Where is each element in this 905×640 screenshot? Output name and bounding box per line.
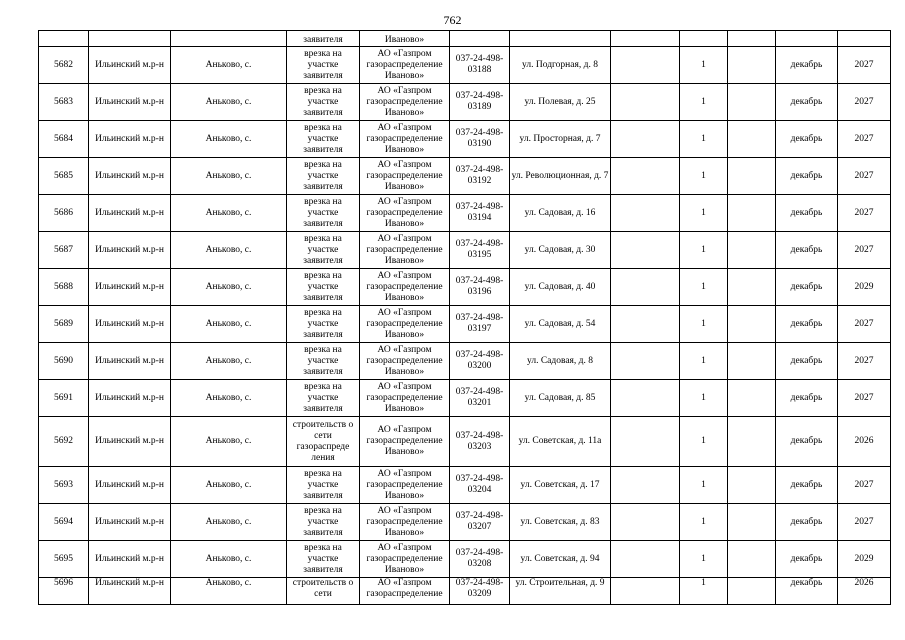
cell-empty: [838, 31, 891, 47]
cell-district: Ильинский м.р-н: [89, 306, 171, 343]
cell-row-number: 5690: [39, 343, 89, 380]
cell-work-type: врезка на участке заявителя: [287, 232, 360, 269]
cell-locality: Аньково, с.: [171, 47, 287, 84]
cell-month: декабрь: [776, 380, 838, 417]
cell-empty: [611, 306, 680, 343]
cell-code: 037-24-498-03207: [450, 504, 510, 541]
table-row: [39, 195, 891, 232]
cell-address: ул. Революционная, д. 7: [510, 158, 611, 195]
cell-code: 037-24-498-03197: [450, 306, 510, 343]
cell-address: ул. Советская, д. 83: [510, 504, 611, 541]
cell-locality: Аньково, с.: [171, 84, 287, 121]
cell-year: 2027: [838, 467, 891, 504]
cell-district: Ильинский м.р-н: [89, 380, 171, 417]
cell-address: ул. Садовая, д. 30: [510, 232, 611, 269]
cell-empty: [611, 47, 680, 84]
cell-code: 037-24-498-03209: [450, 578, 510, 605]
cell-quantity: 1: [680, 84, 728, 121]
cell-empty: [728, 269, 776, 306]
cell-locality: Аньково, с.: [171, 269, 287, 306]
cell-row-number: 5688: [39, 269, 89, 306]
cell-quantity: 1: [680, 467, 728, 504]
table-row: [39, 380, 891, 417]
cell-empty: [728, 380, 776, 417]
cell-empty: [728, 84, 776, 121]
cell-year: 2027: [838, 121, 891, 158]
cell-code: 037-24-498-03203: [450, 417, 510, 467]
cell-address: ул. Подгорная, д. 8: [510, 47, 611, 84]
cell-quantity: 1: [680, 578, 728, 605]
cell-year: 2027: [838, 343, 891, 380]
cell-row-number: 5682: [39, 47, 89, 84]
cell-empty: [611, 158, 680, 195]
cell-quantity: 1: [680, 269, 728, 306]
cell-work-type: заявителя: [287, 31, 360, 47]
cell-district: Ильинский м.р-н: [89, 467, 171, 504]
cell-organization: АО «Газпром газораспределение Иваново»: [360, 306, 450, 343]
cell-month: декабрь: [776, 232, 838, 269]
gas-connection-table: [38, 30, 891, 605]
cell-district: Ильинский м.р-н: [89, 121, 171, 158]
cell-row-number: 5689: [39, 306, 89, 343]
cell-code: 037-24-498-03204: [450, 467, 510, 504]
table-body: [39, 31, 891, 605]
cell-code: 037-24-498-03196: [450, 269, 510, 306]
cell-year: 2026: [838, 417, 891, 467]
cell-month: декабрь: [776, 343, 838, 380]
cell-work-type: врезка на участке заявителя: [287, 158, 360, 195]
cell-empty: [728, 541, 776, 578]
cell-empty: [611, 578, 680, 605]
cell-empty: [611, 195, 680, 232]
cell-locality: Аньково, с.: [171, 343, 287, 380]
cell-work-type: строительств о сети: [287, 578, 360, 605]
cell-year: 2029: [838, 541, 891, 578]
cell-month: декабрь: [776, 84, 838, 121]
table-row: [39, 504, 891, 541]
cell-district: Ильинский м.р-н: [89, 343, 171, 380]
cell-organization: АО «Газпром газораспределение Иваново»: [360, 380, 450, 417]
cell-empty: [728, 232, 776, 269]
cell-locality: Аньково, с.: [171, 578, 287, 605]
cell-month: декабрь: [776, 47, 838, 84]
cell-empty: [728, 47, 776, 84]
cell-work-type: врезка на участке заявителя: [287, 195, 360, 232]
cell-year: 2027: [838, 47, 891, 84]
cell-district: Ильинский м.р-н: [89, 47, 171, 84]
cell-code: 037-24-498-03189: [450, 84, 510, 121]
cell-district: Ильинский м.р-н: [89, 232, 171, 269]
cell-address: ул. Строительная, д. 9: [510, 578, 611, 605]
cell-year: 2027: [838, 84, 891, 121]
table-row: [39, 417, 891, 467]
cell-empty: [728, 306, 776, 343]
cell-district: Ильинский м.р-н: [89, 417, 171, 467]
cell-empty: [611, 31, 680, 47]
cell-locality: Аньково, с.: [171, 504, 287, 541]
table-row: [39, 306, 891, 343]
cell-month: декабрь: [776, 158, 838, 195]
cell-month: декабрь: [776, 578, 838, 605]
cell-empty: [728, 121, 776, 158]
cell-empty: [611, 380, 680, 417]
cell-code: 037-24-498-03194: [450, 195, 510, 232]
cell-work-type: строительств о сети газораспреде ления: [287, 417, 360, 467]
cell-district: Ильинский м.р-н: [89, 158, 171, 195]
cell-row-number: 5685: [39, 158, 89, 195]
cell-empty: [728, 504, 776, 541]
cell-organization: АО «Газпром газораспределение Иваново»: [360, 504, 450, 541]
cell-empty: [611, 343, 680, 380]
cell-organization: АО «Газпром газораспределение Иваново»: [360, 47, 450, 84]
cell-address: ул. Садовая, д. 54: [510, 306, 611, 343]
cell-locality: Аньково, с.: [171, 467, 287, 504]
cell-empty: [450, 31, 510, 47]
cell-empty: [728, 195, 776, 232]
cell-code: 037-24-498-03195: [450, 232, 510, 269]
cell-locality: Аньково, с.: [171, 417, 287, 467]
cell-empty: [510, 31, 611, 47]
cell-address: ул. Садовая, д. 16: [510, 195, 611, 232]
cell-address: ул. Садовая, д. 8: [510, 343, 611, 380]
cell-month: декабрь: [776, 504, 838, 541]
cell-organization: АО «Газпром газораспределение Иваново»: [360, 467, 450, 504]
table-row-continued: [39, 31, 891, 47]
cell-row-number: 5684: [39, 121, 89, 158]
cell-month: декабрь: [776, 306, 838, 343]
cell-address: ул. Советская, д. 94: [510, 541, 611, 578]
cell-quantity: 1: [680, 380, 728, 417]
cell-organization: АО «Газпром газораспределение Иваново»: [360, 195, 450, 232]
cell-empty: [776, 31, 838, 47]
cell-work-type: врезка на участке заявителя: [287, 343, 360, 380]
cell-row-number: 5694: [39, 504, 89, 541]
cell-work-type: врезка на участке заявителя: [287, 380, 360, 417]
cell-organization: АО «Газпром газораспределение Иваново»: [360, 417, 450, 467]
cell-empty: [171, 31, 287, 47]
cell-quantity: 1: [680, 232, 728, 269]
cell-row-number: 5683: [39, 84, 89, 121]
cell-empty: [611, 84, 680, 121]
cell-empty: [611, 269, 680, 306]
cell-address: ул. Садовая, д. 40: [510, 269, 611, 306]
cell-code: 037-24-498-03200: [450, 343, 510, 380]
cell-organization: АО «Газпром газораспределение Иваново»: [360, 121, 450, 158]
cell-code: 037-24-498-03201: [450, 380, 510, 417]
cell-year: 2026: [838, 578, 891, 605]
cell-month: декабрь: [776, 121, 838, 158]
cell-district: Ильинский м.р-н: [89, 269, 171, 306]
cell-work-type: врезка на участке заявителя: [287, 121, 360, 158]
table-row: [39, 121, 891, 158]
cell-year: 2027: [838, 306, 891, 343]
cell-work-type: врезка на участке заявителя: [287, 467, 360, 504]
cell-locality: Аньково, с.: [171, 541, 287, 578]
cell-year: 2027: [838, 195, 891, 232]
cell-year: 2027: [838, 504, 891, 541]
cell-work-type: врезка на участке заявителя: [287, 541, 360, 578]
page-number: 762: [443, 13, 462, 27]
cell-quantity: 1: [680, 195, 728, 232]
cell-empty: [611, 232, 680, 269]
cell-address: ул. Советская, д. 11а: [510, 417, 611, 467]
cell-month: декабрь: [776, 269, 838, 306]
cell-organization: АО «Газпром газораспределение Иваново»: [360, 84, 450, 121]
cell-organization: АО «Газпром газораспределение: [360, 578, 450, 605]
cell-address: ул. Просторная, д. 7: [510, 121, 611, 158]
cell-district: Ильинский м.р-н: [89, 504, 171, 541]
cell-empty: [611, 504, 680, 541]
cell-code: 037-24-498-03192: [450, 158, 510, 195]
cell-organization: АО «Газпром газораспределение Иваново»: [360, 541, 450, 578]
table-row: [39, 269, 891, 306]
cell-work-type: врезка на участке заявителя: [287, 306, 360, 343]
cell-locality: Аньково, с.: [171, 380, 287, 417]
cell-work-type: врезка на участке заявителя: [287, 269, 360, 306]
table-row: [39, 47, 891, 84]
cell-empty: [728, 578, 776, 605]
table-row: [39, 232, 891, 269]
cell-locality: Аньково, с.: [171, 158, 287, 195]
cell-month: декабрь: [776, 467, 838, 504]
cell-work-type: врезка на участке заявителя: [287, 504, 360, 541]
cell-code: 037-24-498-03190: [450, 121, 510, 158]
cell-organization: АО «Газпром газораспределение Иваново»: [360, 343, 450, 380]
table-row: [39, 158, 891, 195]
cell-empty: [680, 31, 728, 47]
cell-organization: АО «Газпром газораспределение Иваново»: [360, 158, 450, 195]
cell-district: Ильинский м.р-н: [89, 195, 171, 232]
cell-district: Ильинский м.р-н: [89, 84, 171, 121]
cell-month: декабрь: [776, 195, 838, 232]
cell-quantity: 1: [680, 121, 728, 158]
cell-code: 037-24-498-03188: [450, 47, 510, 84]
cell-quantity: 1: [680, 504, 728, 541]
cell-row-number: 5695: [39, 541, 89, 578]
cell-empty: [728, 467, 776, 504]
cell-empty: [89, 31, 171, 47]
cell-empty: [728, 158, 776, 195]
cell-empty: [39, 31, 89, 47]
cell-locality: Аньково, с.: [171, 306, 287, 343]
cell-district: Ильинский м.р-н: [89, 541, 171, 578]
cell-empty: [611, 467, 680, 504]
cell-quantity: 1: [680, 417, 728, 467]
cell-district: Ильинский м.р-н: [89, 578, 171, 605]
cell-quantity: 1: [680, 158, 728, 195]
cell-row-number: 5687: [39, 232, 89, 269]
table-row: [39, 541, 891, 578]
cell-work-type: врезка на участке заявителя: [287, 47, 360, 84]
cell-empty: [728, 31, 776, 47]
table-row: [39, 84, 891, 121]
cell-organization: АО «Газпром газораспределение Иваново»: [360, 269, 450, 306]
cell-address: ул. Полевая, д. 25: [510, 84, 611, 121]
table-row: [39, 467, 891, 504]
cell-organization: АО «Газпром газораспределение Иваново»: [360, 232, 450, 269]
cell-empty: [728, 417, 776, 467]
cell-quantity: 1: [680, 47, 728, 84]
cell-locality: Аньково, с.: [171, 121, 287, 158]
cell-row-number: 5692: [39, 417, 89, 467]
cell-year: 2027: [838, 380, 891, 417]
cell-year: 2027: [838, 232, 891, 269]
cell-locality: Аньково, с.: [171, 195, 287, 232]
cell-quantity: 1: [680, 541, 728, 578]
cell-year: 2027: [838, 158, 891, 195]
cell-empty: [728, 343, 776, 380]
cell-work-type: врезка на участке заявителя: [287, 84, 360, 121]
cell-empty: [611, 541, 680, 578]
cell-quantity: 1: [680, 343, 728, 380]
cell-locality: Аньково, с.: [171, 232, 287, 269]
cell-code: 037-24-498-03208: [450, 541, 510, 578]
cell-empty: [611, 121, 680, 158]
cell-quantity: 1: [680, 306, 728, 343]
cell-year: 2029: [838, 269, 891, 306]
cell-row-number: 5696: [39, 578, 89, 605]
table-row: [39, 578, 891, 605]
cell-address: ул. Советская, д. 17: [510, 467, 611, 504]
cell-address: ул. Садовая, д. 85: [510, 380, 611, 417]
table-row: [39, 343, 891, 380]
cell-row-number: 5691: [39, 380, 89, 417]
cell-row-number: 5686: [39, 195, 89, 232]
cell-month: декабрь: [776, 541, 838, 578]
cell-month: декабрь: [776, 417, 838, 467]
cell-row-number: 5693: [39, 467, 89, 504]
cell-organization: Иваново»: [360, 31, 450, 47]
cell-empty: [611, 417, 680, 467]
